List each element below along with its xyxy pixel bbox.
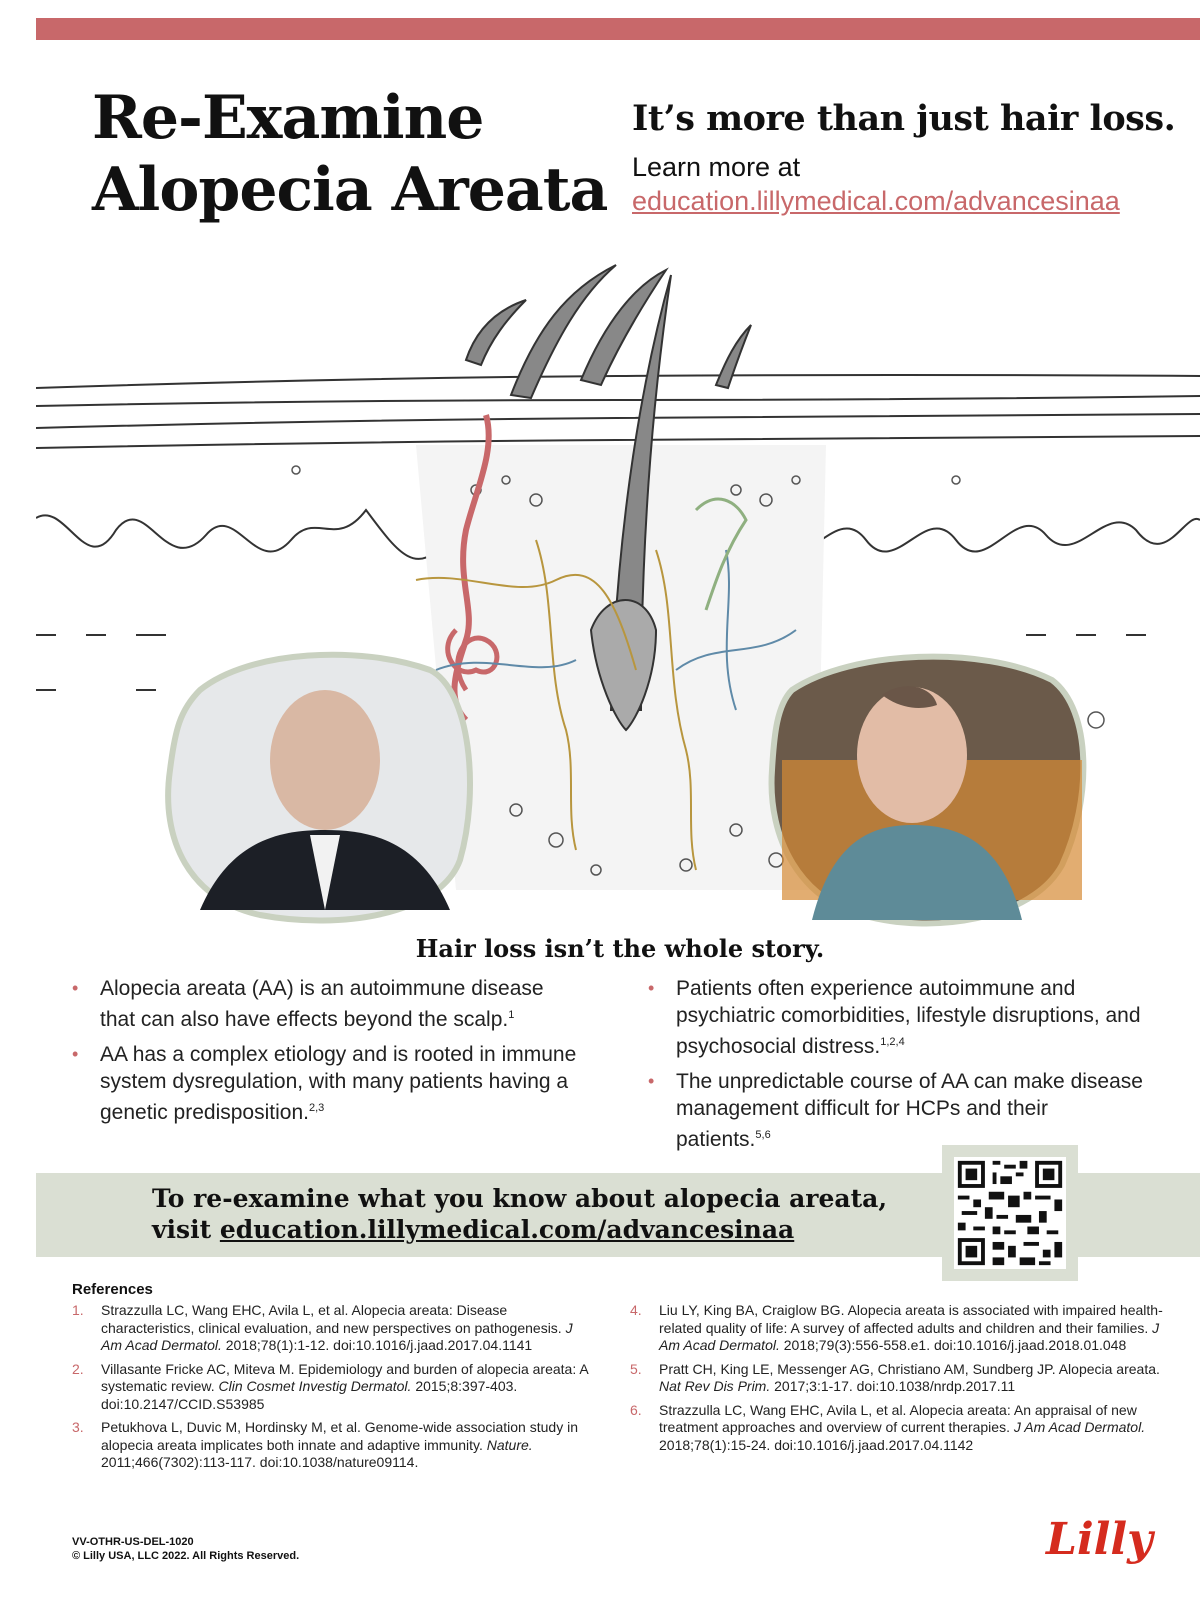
patient-photo-woman [762, 650, 1092, 930]
list-item [648, 1068, 1148, 1153]
reference-number: 1. [72, 1302, 84, 1318]
reference-journal: Clin Cosmet Investig Dermatol. [218, 1378, 412, 1394]
reference-details: 2017;3:1-17. doi:10.1038/nrdp.2017.11 [774, 1378, 1016, 1394]
title-line-1: Re-Examine [92, 83, 484, 153]
references-list-right [630, 1302, 1170, 1460]
cta-link[interactable]: education.lillymedical.com/advancesinaa [219, 1215, 795, 1244]
list-item [648, 975, 1148, 1060]
list-item [630, 1361, 1170, 1396]
bullet-dot-icon: • [648, 978, 655, 998]
reference-journal: J Am Acad Dermatol. [101, 1319, 573, 1353]
reference-journal: Nature. [486, 1436, 533, 1453]
top-accent-bar [36, 18, 1200, 40]
reference-text: Strazzulla LC, Wang EHC, Avila L, et al. Alopecia areata: Disease characteristics, clinical evaluation, and new perspectives on pathogenesis. [101, 1302, 562, 1336]
reference-text: Villasante Fricke AC, Miteva M. Epidemiology and burden of alopecia areata: A systematic review. [101, 1360, 588, 1394]
reference-text: Liu LY, King BA, Craiglow BG. Alopecia areata is associated with impaired health-related quality of life: A survey of affected adults and children and their families. [659, 1302, 1163, 1336]
document-code: VV-OTHR-US-DEL-1020 [72, 1536, 194, 1548]
learn-more-link[interactable]: education.lillymedical.com/advancesinaa [632, 186, 1120, 216]
reference-number: 5. [630, 1360, 642, 1377]
tagline: It’s more than just hair loss. [632, 98, 1176, 139]
cta-line-1: To re-examine what you know about alopecia areata, [152, 1184, 888, 1213]
bullet-text: The unpredictable course of AA can make disease management difficult for HCPs and their patients. [676, 1070, 1143, 1151]
lilly-logo-icon [1040, 1510, 1170, 1570]
footer [72, 1535, 299, 1563]
reference-text: Petukhova L, Duvic M, Hordinsky M, et al. Genome-wide association study in alopecia areata implicates both innate and adaptive immunity. [101, 1419, 578, 1453]
reference-number: 2. [72, 1360, 84, 1377]
bullet-dot-icon: • [72, 978, 79, 998]
reference-text: Strazzulla LC, Wang EHC, Avila L, et al. Alopecia areata: An appraisal of new treatment approaches and overview of current therapies. [659, 1401, 1137, 1435]
reference-number: 3. [72, 1419, 84, 1435]
reference-journal: J Am Acad Dermatol. [1013, 1419, 1146, 1435]
section-heading: Hair loss isn’t the whole story. [415, 934, 825, 963]
list-item [72, 1302, 592, 1355]
cta-text [152, 1183, 887, 1245]
reference-text: Pratt CH, King LE, Messenger AG, Christiano AM, Sundberg JP. Alopecia areata. [659, 1360, 1160, 1377]
reference-journal: Nat Rev Dis Prim. [659, 1378, 771, 1394]
citation: 1,2,4 [880, 1036, 905, 1048]
copyright: © Lilly USA, LLC 2022. All Rights Reserved. [72, 1550, 300, 1562]
list-item [72, 1041, 582, 1126]
bullet-text: Patients often experience autoimmune and psychiatric comorbidities, lifestyle disruptions, and psychosocial distress. [676, 977, 1141, 1058]
page-title [92, 82, 607, 226]
title-line-2: Alopecia Areata [92, 155, 608, 225]
citation: 2,3 [308, 1102, 325, 1114]
qr-code-icon[interactable] [954, 1157, 1066, 1269]
list-item [72, 975, 582, 1033]
reference-details: 2018;79(3):556-558.e1. doi:10.1016/j.jaad.2018.01.048 [783, 1337, 1127, 1353]
cta-visit-label: visit [152, 1215, 220, 1244]
list-item [72, 1361, 592, 1414]
reference-number: 4. [630, 1302, 642, 1318]
bullet-list-left [72, 975, 582, 1134]
reference-details: 2018;78(1):1-12. doi:10.1016/j.jaad.2017.04.1141 [225, 1337, 533, 1353]
references-heading: References [72, 1281, 153, 1298]
bullet-dot-icon: • [72, 1044, 79, 1064]
logo-text: Lilly [1046, 1514, 1153, 1565]
bullet-dot-icon: • [648, 1071, 655, 1091]
reference-details: 2015;8:397-403. doi:10.2147/CCID.S53985 [101, 1378, 518, 1412]
reference-number: 6. [630, 1401, 642, 1418]
learn-more-label: Learn more at [632, 152, 801, 182]
list-item [630, 1402, 1170, 1455]
reference-details: 2011;466(7302):113-117. doi:10.1038/nature09114. [101, 1454, 419, 1470]
reference-details: 2018;78(1):15-24. doi:10.1016/j.jaad.2017.04.1142 [659, 1436, 974, 1453]
references-list-left [72, 1302, 592, 1478]
patient-photo-man [160, 640, 480, 930]
reference-journal: J Am Acad Dermatol. [659, 1319, 1160, 1353]
citation: 1 [508, 1009, 515, 1021]
list-item [630, 1302, 1170, 1355]
bullet-text: AA has a complex etiology and is rooted in immune system dysregulation, with many patients having a genetic predisposition. [100, 1043, 577, 1124]
bullet-list-right [648, 975, 1148, 1161]
list-item [72, 1419, 592, 1472]
bullet-text: Alopecia areata (AA) is an autoimmune disease that can also have effects beyond the scalp. [100, 977, 544, 1031]
citation: 5,6 [755, 1129, 771, 1141]
